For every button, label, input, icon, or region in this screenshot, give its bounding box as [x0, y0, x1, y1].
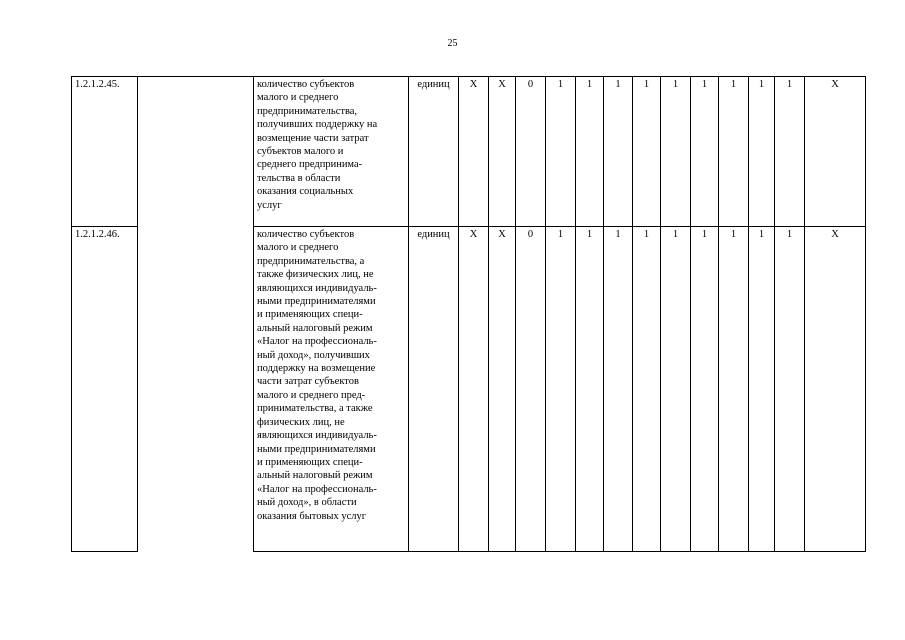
table-body	[72, 77, 866, 552]
description-line: принимательства, а также	[257, 403, 373, 415]
value-cell: 0	[516, 77, 546, 227]
description-line: физических лиц, не	[257, 416, 345, 428]
table-row	[72, 77, 866, 227]
value-cell: 1	[576, 77, 604, 227]
description-line: малого и среднего пред-	[257, 389, 366, 401]
description-line: ный доход», в области	[257, 497, 357, 509]
value-cell: 1	[604, 227, 633, 552]
description-line: также физических лиц, не	[257, 269, 374, 281]
value-cell: Х	[459, 227, 489, 552]
value-cell: 1	[604, 77, 633, 227]
value-cell: 1	[775, 77, 805, 227]
row-description	[254, 227, 409, 552]
page-number: 25	[447, 38, 458, 49]
value-cell: 1	[546, 77, 576, 227]
value-cell: Х	[805, 77, 866, 227]
description-line: и применяющих специ-	[257, 456, 363, 468]
description-line: тельства в области	[257, 172, 341, 184]
description-line: получивших поддержку на	[257, 119, 378, 131]
value-cell: Х	[459, 77, 489, 227]
value-cell: 1	[691, 77, 719, 227]
description-line: возмещение части затрат	[257, 132, 369, 144]
value-cell: Х	[489, 77, 516, 227]
value-cell: 1	[749, 227, 775, 552]
value-cell: 1	[661, 227, 691, 552]
value-cell: 1	[546, 227, 576, 552]
value-cell: 1	[719, 77, 749, 227]
description-line: альный налоговый режим	[257, 470, 373, 482]
value-cell: 1	[633, 227, 661, 552]
value-cell: 1	[691, 227, 719, 552]
description-line: малого и среднего	[257, 92, 339, 104]
value-cell: 1	[749, 77, 775, 227]
description-line: являющихся индивидуаль-	[257, 282, 377, 294]
description-line: оказания бытовых услуг	[257, 510, 367, 522]
empty-cell	[138, 77, 254, 552]
description-line: ными предпринимателями	[257, 443, 376, 455]
description-line: поддержку на возмещение	[257, 363, 376, 375]
description-line: «Налог на профессиональ-	[257, 483, 377, 495]
description-line: и применяющих специ-	[257, 309, 363, 321]
value-cell: 1	[576, 227, 604, 552]
description-line: предпринимательства,	[257, 105, 358, 117]
description-line: предпринимательства, а	[257, 255, 365, 267]
value-cell: 1	[661, 77, 691, 227]
description-line: среднего предпринима-	[257, 159, 363, 171]
description-line: ный доход», получивших	[257, 349, 370, 361]
description-line: являющихся индивидуаль-	[257, 430, 377, 442]
value-cell: 0	[516, 227, 546, 552]
row-unit: единиц	[409, 227, 459, 552]
value-cell: 1	[633, 77, 661, 227]
description-line: части затрат субъектов	[257, 376, 359, 388]
value-cell: 1	[775, 227, 805, 552]
value-cell: Х	[805, 227, 866, 552]
description-line: количество субъектов	[257, 79, 355, 90]
value-cell: Х	[489, 227, 516, 552]
description-line: количество субъектов	[257, 229, 355, 240]
row-unit: единиц	[409, 77, 459, 227]
row-code: 1.2.1.2.46.	[72, 227, 138, 552]
description-line: «Налог на профессиональ-	[257, 336, 377, 348]
description-line: альный налоговый режим	[257, 322, 373, 334]
row-code: 1.2.1.2.45.	[72, 77, 138, 227]
value-cell: 1	[719, 227, 749, 552]
description-line: субъектов малого и	[257, 146, 344, 158]
description-line: услуг	[257, 199, 282, 211]
description-line: оказания социальных	[257, 186, 354, 198]
description-line: ными предпринимателями	[257, 296, 376, 308]
indicators-table	[71, 76, 866, 552]
description-line: малого и среднего	[257, 242, 339, 254]
row-description	[254, 77, 409, 227]
